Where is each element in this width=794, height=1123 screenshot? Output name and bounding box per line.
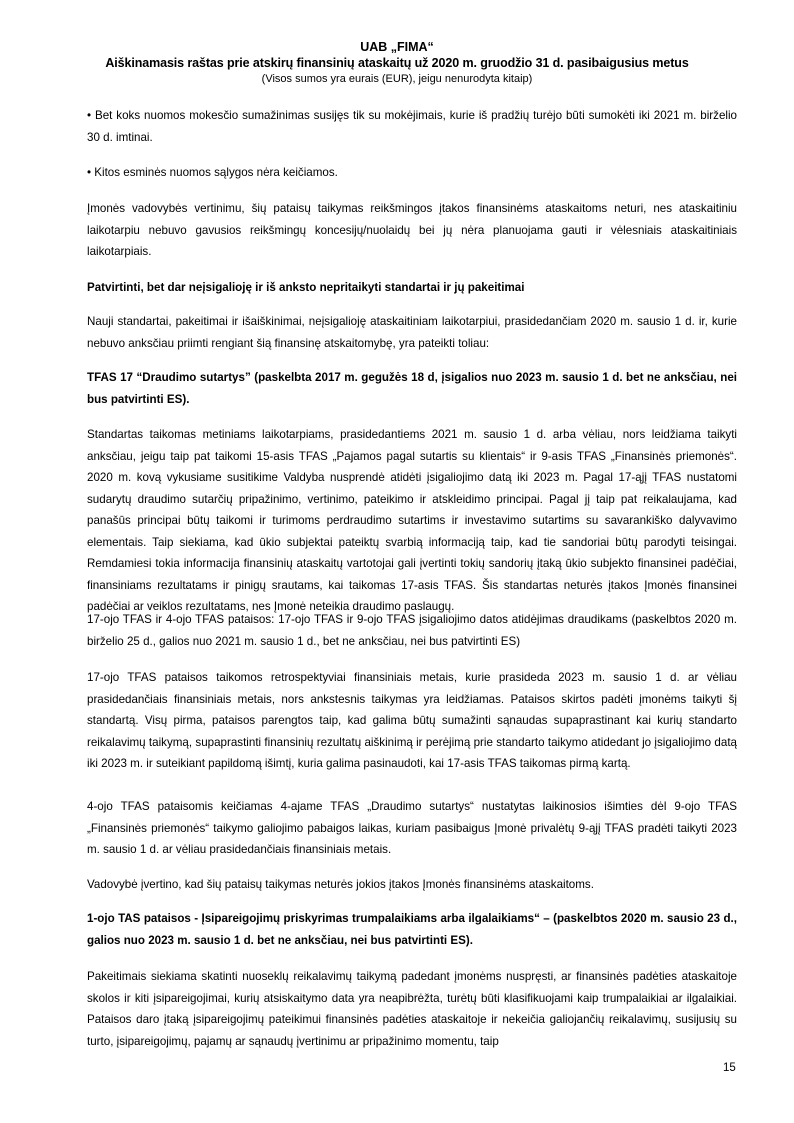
heading-ifrs17-ifrs4-amendments: 17-ojo TFAS ir 4-ojo TFAS pataisos: 17-ojo TFAS ir 9-ojo TFAS įsigaliojimo datos atidėjimas draudikams (paskelbtos 2020 m. birželio 25 d., galios nuo 2021 m. sausio 1 d., bet ne anksčiau, nei bus patvirtinti ES) <box>87 613 737 648</box>
paragraph-ifrs17-description: Standartas taikomas metiniams laikotarpiams, prasidedantiems 2021 m. sausio 1 d. arba vėliau, nors leidžiama taikyti anksčiau, jeigu taip pat taikomi 15-asis TFAS „Pajamos pagal sutartis su klientais“ ir 9-asis TFAS „Finansinės priemonės“. 2020 m. kovą vykusiame susitikime Valdyba nusprendė atidėti įsigaliojimo datą iki 2023 m. Pagal 17-ąjį TFAS nustatomi sudarytų draudimo sutarčių pripažinimo, vertinimo, pateikimo ir atskleidimo principai. Pagal jį taip pat reikalaujama, kad panašūs principai būtų taikomi ir turimoms perdraudimo sutartims ir investavimo sutartims su savarankiško dalyvavimo elementais. Taip siekiama, kad ūkio subjektai pateiktų svarbią informaciją taip, kad tie sandoriai būtų parodyti teisingai. Remdamiesi tokia informacija finansinių ataskaitų vartotojai gali įvertinti tokių sandorių įtaką ūkio subjekto finansinei padėčiai, finansiniams rezultatams ir pinigų srautams, kai taikomas 17-asis TFAS. Šis standartas neturės įtakos Įmonės finansinei padėčiai ar veiklos rezultatams, nes Įmonė neteikia draudimo paslaugų. <box>87 428 737 613</box>
section-heading-approved-standards: Patvirtinti, bet dar neįsigalioję ir iš anksto nepritaikyti standartai ir jų pakeitimai <box>87 281 525 294</box>
paragraph-ifrs17-amendments: 17-ojo TFAS pataisos taikomos retrospektyviai finansiniais metais, kurie prasideda 2023 m. sausio 1 d. ar vėliau prasidedančiais finansiniais metais, nors ankstesnis taikymas yra leidžiamas. Pataisos skirtos padėti įmonėms taikyti šį standartą. Visų pirma, pataisos parengtos taip, kad galima būtų sumažinti sąnaudas supaprastinant kai kurių standarto reikalavimų taikymą, supaprastinti finansinių rezultatų aiškinimą ir perėjimą prie standarto taikymo atidedant jo įsigaliojimo datą iki 2023 m. ir suteikiant papildomą išimtį, kuria galima pasinaudoti, kai 17-asis TFAS taikomas pirmą kartą. <box>87 671 737 770</box>
heading-ias1-amendments: 1-ojo TAS pataisos - Įsipareigojimų priskyrimas trumpalaikiams arba ilgalaikiams“ – (paskelbtos 2020 m. sausio 23 d., galios nuo 2023 m. sausio 1 d. bet ne anksčiau, nei bus patvirtinti ES). <box>87 912 737 947</box>
paragraph-management-conclusion: Vadovybė įvertino, kad šių pataisų taikymas neturės jokios įtakos Įmonės finansinėms ataskaitoms. <box>87 878 594 891</box>
paragraph-new-standards-intro: Nauji standartai, pakeitimai ir išaiškinimai, neįsigalioję ataskaitiniam laikotarpiui, prasidedančiam 2020 m. sausio 1 d. ir, kurie nebuvo anksčiau priimti rengiant šią finansinę atskaitomybę, yra pateikti toliau: <box>87 315 737 350</box>
bullet-rent-reduction: • Bet koks nuomos mokesčio sumažinimas susijęs tik su mokėjimais, kurie iš pradžių turėjo būti sumokėti iki 2021 m. birželio 30 d. imtinai. <box>87 109 737 144</box>
paragraph-ias1-description: Pakeitimais siekiama skatinti nuoseklų reikalavimų taikymą padedant įmonėms nuspręsti, ar finansinės padėties ataskaitoje skolos ir kiti įsipareigojimai, kurių atsiskaitymo data yra neapibrėžta, turėtų būti klasifikuojami kaip trumpalaikiai ar ilgalaikiai. Pataisos daro įtaką įsipareigojimų pateikimui finansinės padėties ataskaitoje ir nekeičia galiojančių reikalavimų, susijusių su turto, įsipareigojimų, pajamų ar sąnaudų įvertinimu ar pripažinimo momentu, taip <box>87 970 737 1048</box>
bullet-other-terms: • Kitos esminės nuomos sąlygos nėra keičiamos. <box>87 166 338 179</box>
paragraph-ifrs4-amendments: 4-ojo TFAS pataisomis keičiamas 4-ajame TFAS „Draudimo sutartys“ nustatytas laikinosios išimties dėl 9-ojo TFAS „Finansinės priemonės“ taikymo galiojimo pabaigos laikas, kuriam pasibaigus Įmonė privalėtų 9-ąjį TFAS pradėti taikyti 2023 m. sausio 1 d. ar vėliau prasidedančiais finansiniais metais. <box>87 800 737 856</box>
page-number: 15 <box>723 1062 736 1074</box>
heading-ifrs17: TFAS 17 “Draudimo sutartys” (paskelbta 2017 m. gegužės 18 d, įsigalios nuo 2023 m. sausio 1 d. bet ne anksčiau, nei bus patvirtinti ES). <box>87 371 737 406</box>
paragraph-management-assessment: Įmonės vadovybės vertinimu, šių pataisų taikymas reikšmingos įtakos finansinėms ataskaitoms neturi, nes ataskaitiniu laikotarpiu nebuvo gavusios reikšmingų koncesijų/nuolaidų bei jų nėra planuojama gauti ir vėlesniais ataskaitiniais laikotarpiais. <box>87 202 737 258</box>
company-name: UAB „FIMA“ <box>360 40 434 54</box>
document-subtitle: (Visos sumos yra eurais (EUR), jeigu nenurodyta kitaip) <box>261 73 533 85</box>
document-title: Aiškinamasis raštas prie atskirų finansinių ataskaitų už 2020 m. gruodžio 31 d. pasibaigusius metus <box>105 56 689 70</box>
